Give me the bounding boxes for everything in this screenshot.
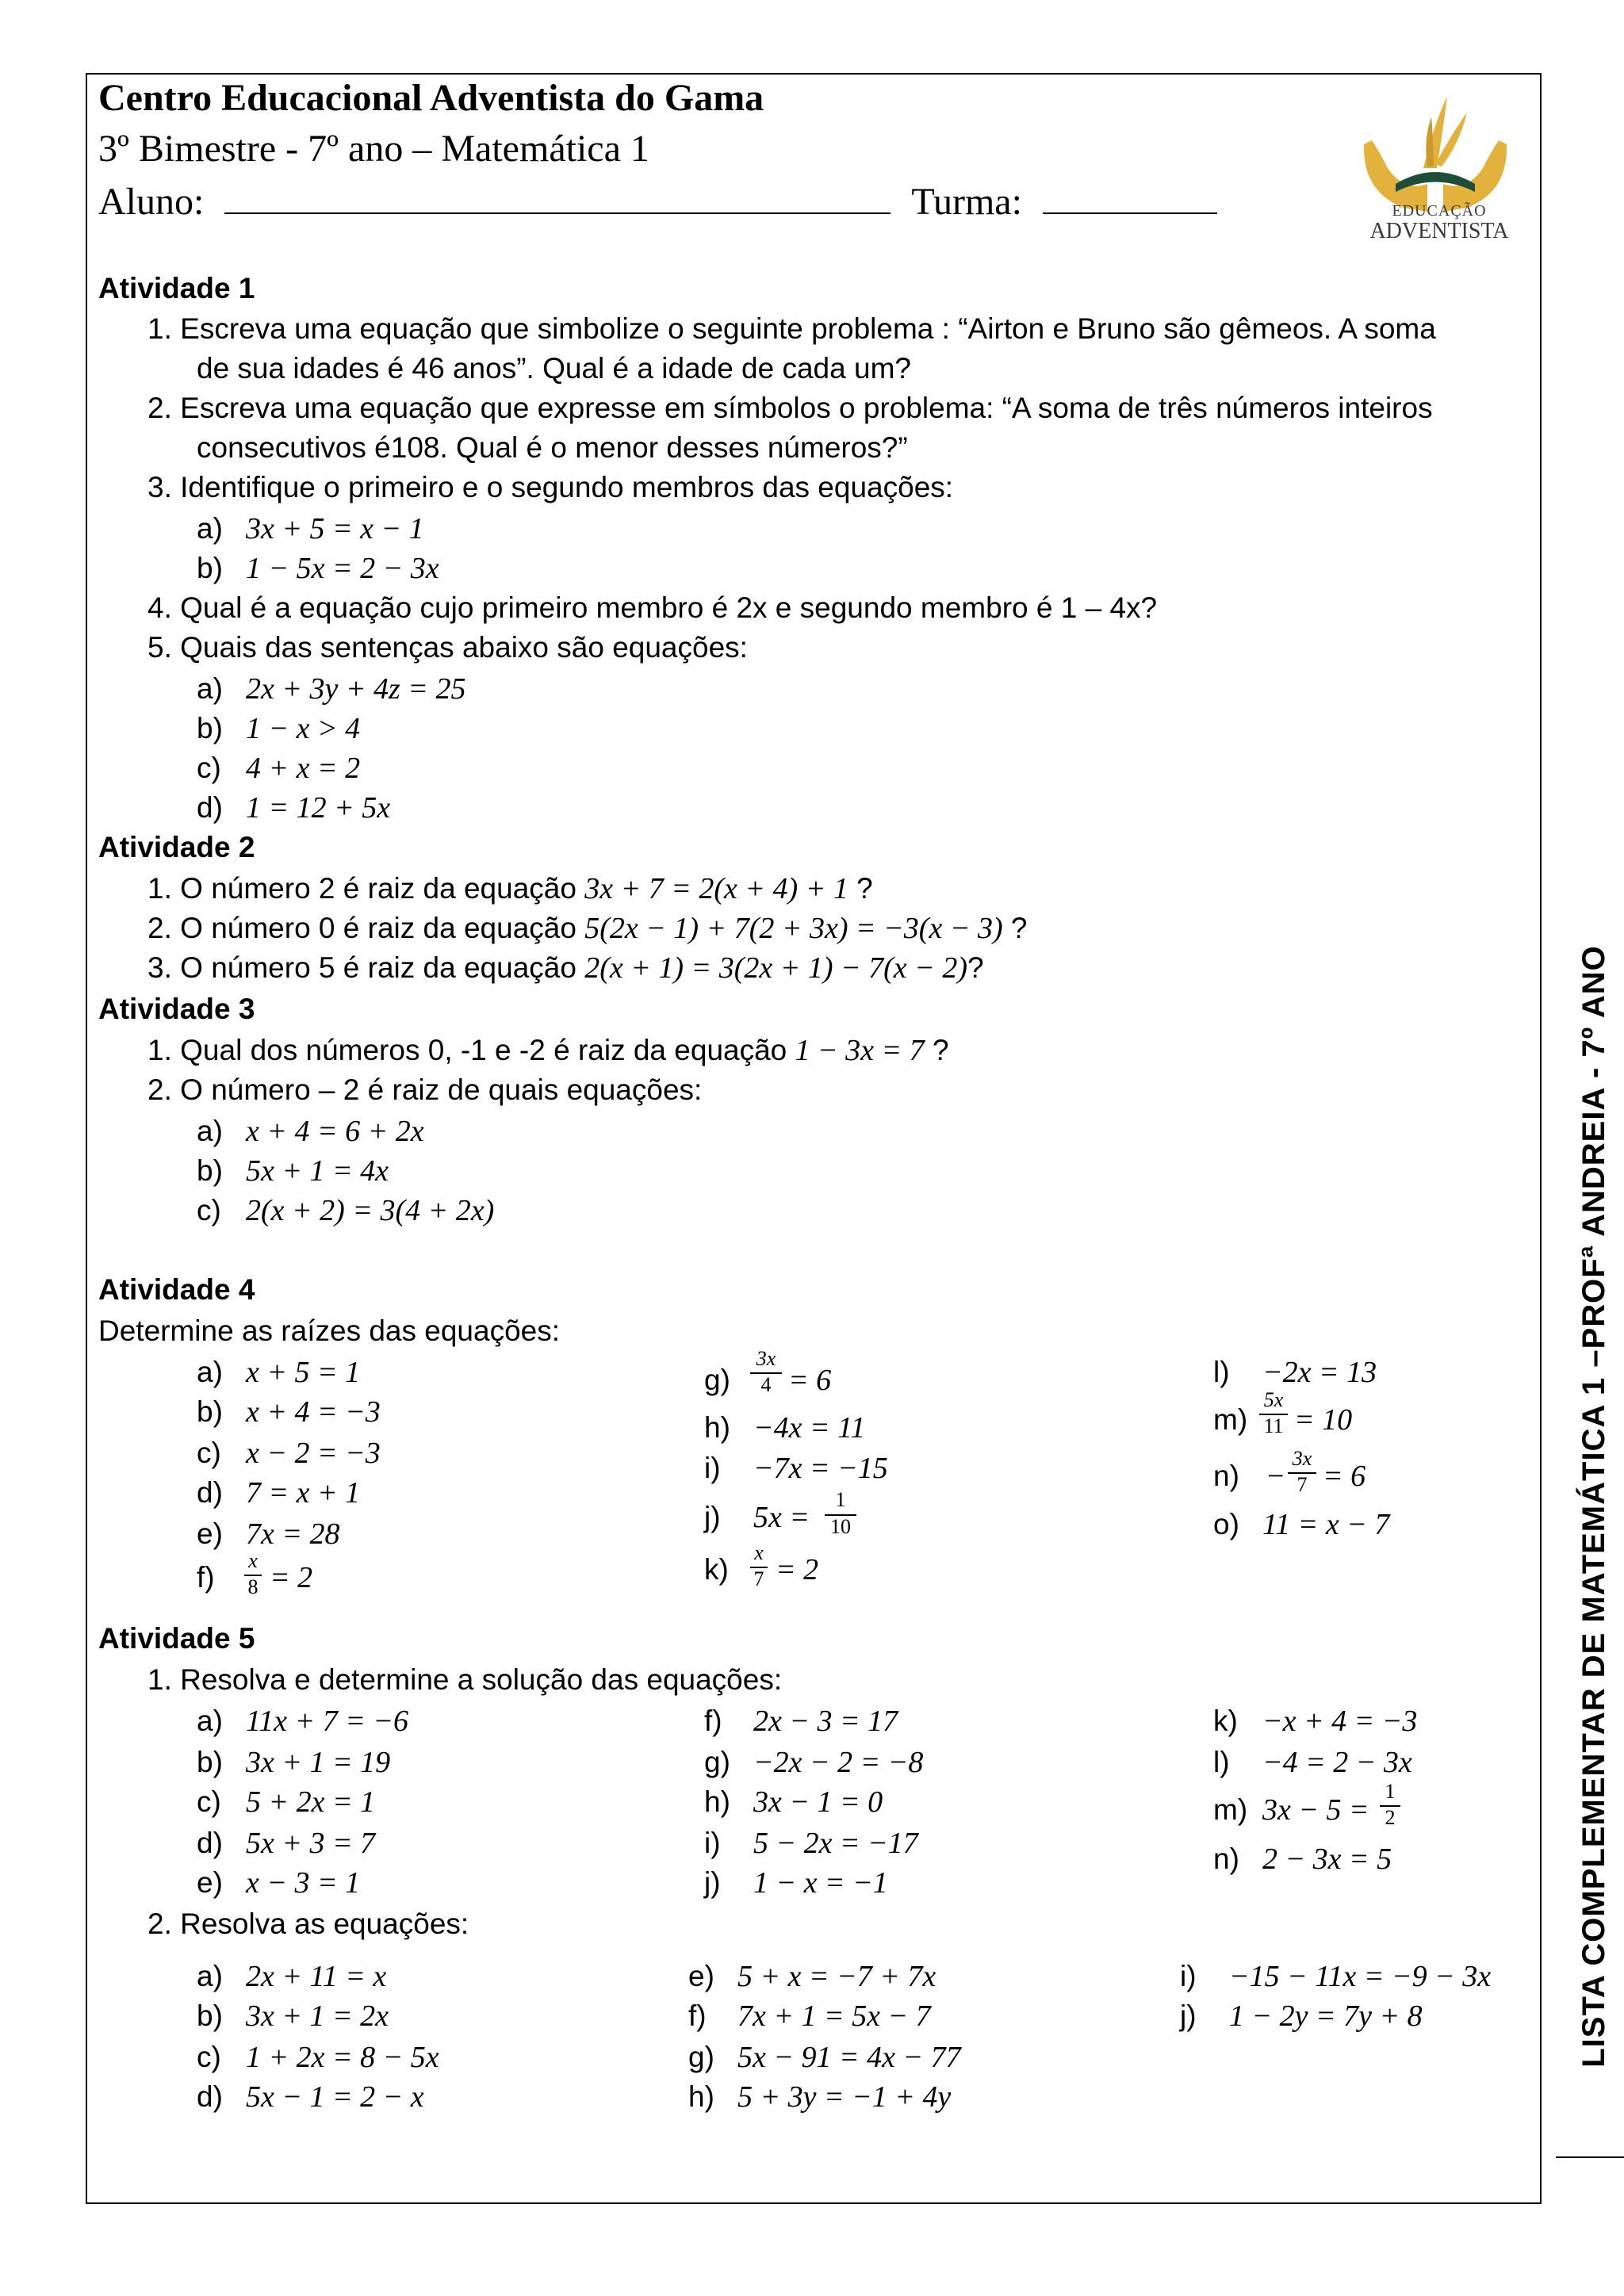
a5-j-equation: 1 − x = −1 <box>753 1866 888 1900</box>
a1-q3-a-letter: a) <box>197 512 223 545</box>
a3-a-letter: a) <box>197 1115 223 1147</box>
a5-q2-h-letter: h) <box>688 2080 714 2113</box>
a2-q2-text: 2. O número 0 é raiz da equação <box>147 912 576 944</box>
a5-e-letter: e) <box>197 1866 223 1899</box>
a5-d-equation: 5x + 3 = 7 <box>246 1827 376 1860</box>
a3-b-letter: b) <box>197 1154 223 1187</box>
a4-e-equation: 7x = 28 <box>246 1517 340 1551</box>
student-name-blank[interactable] <box>224 178 891 214</box>
a5-c-letter: c) <box>197 1785 221 1818</box>
a1-q4: 4. Qual é a equação cujo primeiro membro é 2x e segundo membro é 1 – 4x? <box>147 591 1158 624</box>
a4-k-rest: = 2 <box>776 1553 819 1586</box>
a5-e-equation: x − 3 = 1 <box>246 1866 361 1900</box>
a4-n-denominator: 7 <box>1297 1473 1308 1496</box>
a5-c-equation: 5 + 2x = 1 <box>246 1785 376 1819</box>
a2-q3 <box>147 951 984 985</box>
a5-q2-d-equation: 5x − 1 = 2 − x <box>246 2080 424 2114</box>
student-label: Aluno: <box>98 181 205 223</box>
a5-m-prefix: 3x − 5 = <box>1262 1793 1369 1827</box>
a5-g-letter: g) <box>704 1746 730 1778</box>
a5-g-equation: −2x − 2 = −8 <box>753 1746 924 1779</box>
a5-q2-f-letter: f) <box>688 1999 707 2032</box>
a4-d-letter: d) <box>197 1476 223 1509</box>
a5-q2-i-letter: i) <box>1180 1960 1197 1992</box>
a4-g-rest: = 6 <box>788 1364 832 1397</box>
a5-q2-j-equation: 1 − 2y = 7y + 8 <box>1229 1999 1423 2033</box>
a5-b-letter: b) <box>197 1746 223 1778</box>
a4-g-letter: g) <box>704 1364 730 1396</box>
a1-q1-line2: de sua idades é 46 anos”. Qual é a idade de cada um? <box>197 352 911 385</box>
a5-i-equation: 5 − 2x = −17 <box>753 1827 918 1860</box>
a5-j-letter: j) <box>704 1866 721 1899</box>
a4-o-equation: 11 = x − 7 <box>1262 1508 1390 1541</box>
a4-h-equation: −4x = 11 <box>753 1411 866 1445</box>
a5-f-equation: 2x − 3 = 17 <box>753 1705 898 1738</box>
a5-m-denominator: 2 <box>1385 1806 1396 1829</box>
class-label: Turma: <box>911 181 1022 223</box>
a5-q2-f-equation: 7x + 1 = 5x − 7 <box>737 1999 931 2033</box>
a5-f-letter: f) <box>704 1705 722 1737</box>
a2-q1-end: ? <box>856 872 873 905</box>
a5-q2-g-equation: 5x − 91 = 4x − 77 <box>737 2041 961 2074</box>
activity-3-title: Atividade 3 <box>98 993 255 1025</box>
a2-q2-end: ? <box>1010 912 1028 944</box>
a3-q1-equation: 1 − 3x = 7 <box>795 1034 925 1067</box>
a5-n-letter: n) <box>1213 1843 1239 1875</box>
logo-text-1: EDUCAÇÃO <box>1392 202 1487 220</box>
a1-q5-c-letter: c) <box>197 752 221 784</box>
a1-q3-b-equation: 1 − 5x = 2 − 3x <box>246 552 439 585</box>
a5-l-letter: l) <box>1213 1746 1230 1778</box>
a4-a-equation: x + 5 = 1 <box>246 1356 361 1389</box>
a1-q5-a-letter: a) <box>197 672 223 705</box>
a4-n-rest: = 6 <box>1323 1460 1366 1493</box>
a4-m-numerator: 5x <box>1263 1388 1284 1411</box>
a4-c-letter: c) <box>197 1437 221 1469</box>
a5-q2-b-equation: 3x + 1 = 2x <box>246 1999 389 2033</box>
a1-q3: 3. Identifique o primeiro e o segundo membros das equações: <box>147 471 954 503</box>
activity-4-title: Atividade 4 <box>98 1273 255 1306</box>
a4-j-denominator: 10 <box>830 1515 851 1538</box>
a5-q2-c-letter: c) <box>197 2041 221 2073</box>
student-line <box>98 178 1217 224</box>
a5-b-equation: 3x + 1 = 19 <box>246 1746 391 1779</box>
a5-q2-d-letter: d) <box>197 2080 223 2113</box>
a5-q2-b-letter: b) <box>197 1999 223 2032</box>
a4-o-letter: o) <box>1213 1508 1239 1540</box>
term-subtitle: 3º Bimestre - 7º ano – Matemática 1 <box>98 128 649 170</box>
a4-n-letter: n) <box>1213 1460 1239 1492</box>
a5-m-letter: m) <box>1213 1793 1248 1826</box>
a4-i-letter: i) <box>704 1452 721 1484</box>
a2-q2 <box>147 911 1027 946</box>
a4-m-rest: = 10 <box>1294 1403 1353 1437</box>
a1-q1-line1: 1. Escreva uma equação que simbolize o seguinte problema : “Airton e Bruno são gêmeos. A soma <box>147 312 1436 345</box>
a4-d-equation: 7 = x + 1 <box>246 1476 361 1510</box>
a5-a-letter: a) <box>197 1705 223 1737</box>
a4-j-prefix: 5x = <box>753 1501 810 1534</box>
a4-n-prefix: − <box>1267 1460 1285 1493</box>
a5-i-letter: i) <box>704 1827 721 1859</box>
a4-h-letter: h) <box>704 1411 730 1444</box>
a4-g-numerator: 3x <box>756 1347 776 1370</box>
activity-2-title: Atividade 2 <box>98 831 255 863</box>
a1-q5-a-equation: 2x + 3y + 4z = 25 <box>246 672 466 706</box>
a3-a-equation: x + 4 = 6 + 2x <box>246 1115 424 1148</box>
a5-a-equation: 11x + 7 = −6 <box>246 1705 408 1738</box>
a3-q1-text: 1. Qual dos números 0, -1 e -2 é raiz da equação <box>147 1034 787 1066</box>
a5-q2-h-equation: 5 + 3y = −1 + 4y <box>737 2080 952 2114</box>
a2-q2-equation: 5(2x − 1) + 7(2 + 3x) = −3(x − 3) <box>584 912 1003 945</box>
a5-q2-i-equation: −15 − 11x = −9 − 3x <box>1229 1960 1492 1993</box>
school-name: Centro Educacional Adventista do Gama <box>98 77 764 119</box>
a4-k-denominator: 7 <box>753 1567 764 1590</box>
a3-q2: 2. O número – 2 é raiz de quais equações: <box>147 1073 703 1106</box>
a4-b-equation: x + 4 = −3 <box>246 1395 381 1429</box>
a5-n-equation: 2 − 3x = 5 <box>1262 1843 1392 1876</box>
a4-l-letter: l) <box>1213 1356 1230 1388</box>
a3-c-equation: 2(x + 2) = 3(4 + 2x) <box>246 1194 495 1227</box>
a4-e-letter: e) <box>197 1517 223 1550</box>
a1-q5-b-letter: b) <box>197 712 223 744</box>
a3-q1 <box>147 1033 949 1068</box>
a4-k-numerator: x <box>754 1541 764 1564</box>
a1-q5-d-equation: 1 = 12 + 5x <box>246 791 391 825</box>
a5-k-equation: −x + 4 = −3 <box>1262 1705 1418 1738</box>
activity-1-title: Atividade 1 <box>98 272 255 304</box>
a4-j-numerator: 1 <box>835 1488 846 1511</box>
a5-q2: 2. Resolva as equações: <box>147 1908 469 1940</box>
side-divider <box>1556 2156 1624 2158</box>
activity-5-title: Atividade 5 <box>98 1622 255 1655</box>
a5-l-equation: −4 = 2 − 3x <box>1262 1746 1412 1779</box>
a1-q5-d-letter: d) <box>197 791 223 824</box>
a4-intro: Determine as raízes das equações: <box>98 1314 561 1347</box>
side-title: LISTA COMPLEMENTAR DE MATEMÁTICA 1 –PROFª ANDREIA - 7º ANO <box>1576 945 1611 2068</box>
a2-q3-text: 3. O número 5 é raiz da equação <box>147 951 576 984</box>
a2-q1 <box>147 871 873 906</box>
a4-i-equation: −7x = −15 <box>753 1452 888 1485</box>
logo-text-2: ADVENTISTA <box>1369 219 1509 243</box>
a3-b-equation: 5x + 1 = 4x <box>246 1154 389 1188</box>
a4-f-denominator: 8 <box>247 1575 259 1598</box>
a2-q1-equation: 3x + 7 = 2(x + 4) + 1 <box>584 872 848 905</box>
a5-q2-c-equation: 1 + 2x = 8 − 5x <box>246 2041 439 2074</box>
a5-h-letter: h) <box>704 1785 730 1818</box>
a4-b-letter: b) <box>197 1395 223 1428</box>
a4-f-numerator: x <box>248 1549 258 1572</box>
class-blank[interactable] <box>1043 178 1217 214</box>
a4-k-letter: k) <box>704 1553 729 1586</box>
a5-q2-e-equation: 5 + x = −7 + 7x <box>737 1960 936 1993</box>
a1-q3-a-equation: 3x + 5 = x − 1 <box>246 512 424 545</box>
a5-q2-a-equation: 2x + 11 = x <box>246 1960 387 1993</box>
a5-q1: 1. Resolva e determine a solução das equações: <box>147 1663 783 1696</box>
a5-k-letter: k) <box>1213 1705 1238 1737</box>
a2-q1-text: 1. O número 2 é raiz da equação <box>147 872 576 905</box>
a4-j-letter: j) <box>704 1501 721 1533</box>
a5-q2-j-letter: j) <box>1180 1999 1197 2032</box>
a5-d-letter: d) <box>197 1827 223 1859</box>
a4-m-denominator: 11 <box>1263 1414 1284 1437</box>
a2-q3-end: ? <box>967 951 984 984</box>
a2-q3-equation: 2(x + 1) = 3(2x + 1) − 7(x − 2) <box>584 951 967 985</box>
a4-f-rest: = 2 <box>270 1561 313 1594</box>
a5-m-numerator: 1 <box>1385 1780 1396 1803</box>
a1-q3-b-letter: b) <box>197 552 223 584</box>
a4-n-numerator: 3x <box>1292 1447 1312 1470</box>
a4-g-denominator: 4 <box>760 1373 772 1396</box>
a1-q5: 5. Quais das sentenças abaixo são equações: <box>147 631 748 664</box>
a4-a-letter: a) <box>197 1356 223 1388</box>
a4-f-letter: f) <box>197 1561 215 1594</box>
a4-l-equation: −2x = 13 <box>1262 1356 1377 1389</box>
a4-m-letter: m) <box>1213 1403 1248 1436</box>
a1-q2-line1: 2. Escreva uma equação que expresse em símbolos o problema: “A soma de três números inteiros <box>147 392 1433 424</box>
a5-q2-e-letter: e) <box>688 1960 714 1992</box>
a5-h-equation: 3x − 1 = 0 <box>753 1785 883 1819</box>
a3-c-letter: c) <box>197 1194 221 1226</box>
a1-q5-c-equation: 4 + x = 2 <box>246 752 361 785</box>
a1-q5-b-equation: 1 − x > 4 <box>246 712 361 745</box>
a4-c-equation: x − 2 = −3 <box>246 1437 381 1470</box>
a5-q2-a-letter: a) <box>197 1960 223 1992</box>
a3-q1-end: ? <box>932 1034 949 1066</box>
a5-q2-g-letter: g) <box>688 2041 714 2073</box>
a1-q2-line2: consecutivos é108. Qual é o menor desses números?” <box>197 431 908 464</box>
